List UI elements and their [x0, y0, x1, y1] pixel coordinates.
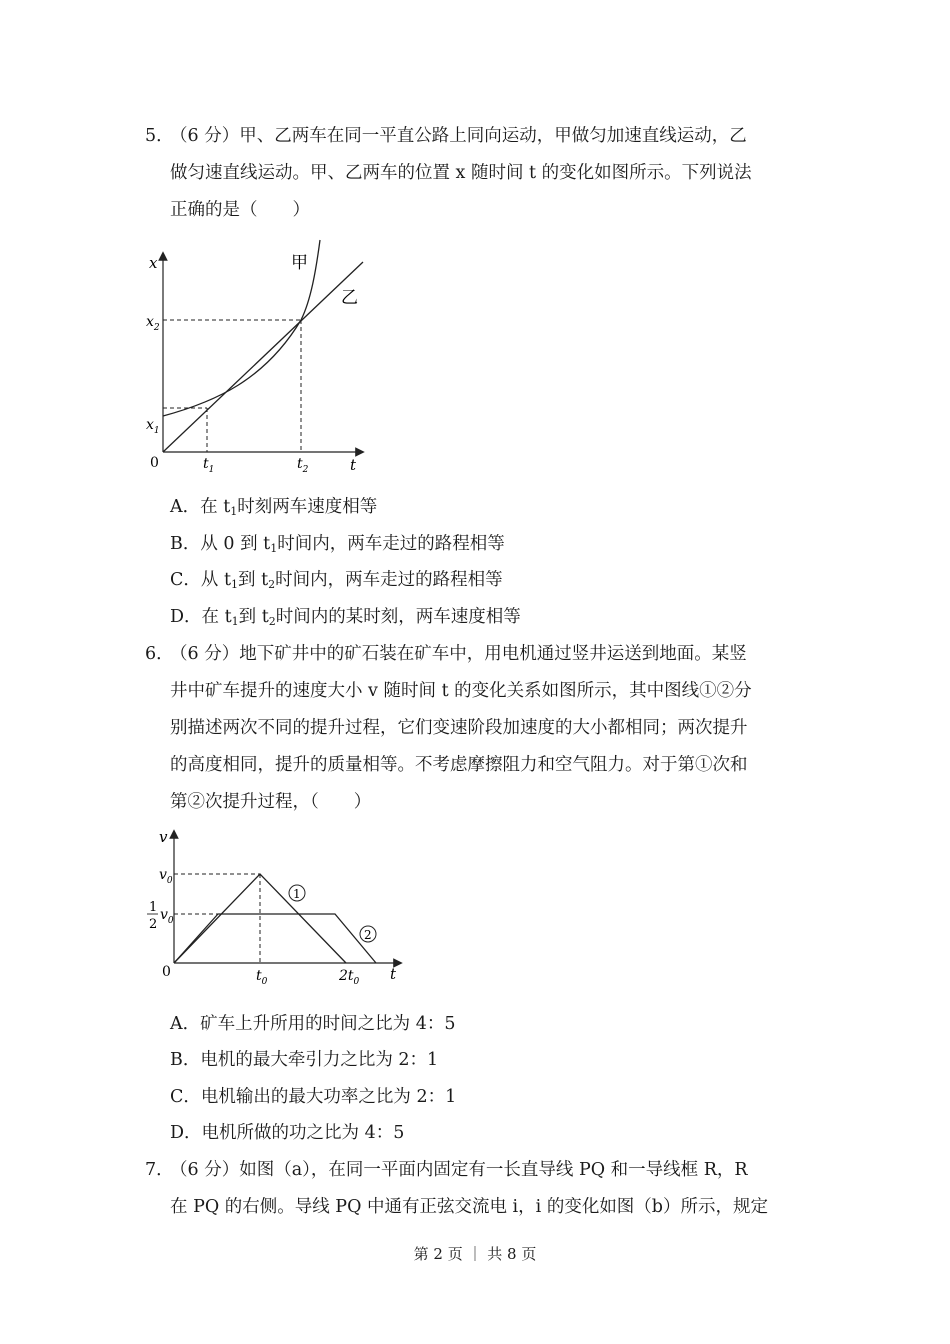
x-axis-label: t	[350, 456, 357, 474]
svg-text:t1: $t_1$	[203, 456, 215, 475]
question-5-line-1: （6 分）甲、乙两车在同一平直公路上同向运动，甲做匀加速直线运动，乙	[170, 126, 747, 146]
svg-text:v0: $v_0$	[160, 907, 174, 926]
question-5-number: 5．	[145, 126, 174, 146]
question-6-line-2: 井中矿车提升的速度大小 v 随时间 t 的变化关系如图所示，其中图线①②分	[170, 681, 752, 701]
question-5-line-3: 正确的是（ ）	[170, 200, 310, 220]
question-6-line-4: 的高度相同，提升的质量相等。不考虑摩擦阻力和空气阻力。对于第①次和	[170, 755, 748, 775]
curve-1-label: 1	[293, 887, 301, 901]
y-axis-label: x	[149, 254, 158, 272]
question-7-line-2: 在 PQ 的右侧。导线 PQ 中通有正弦交流电 i，i 的变化如图（b）所示，规定	[170, 1197, 769, 1217]
question-6-line-5: 第②次提升过程，（ ）	[170, 792, 372, 812]
v-axis-label: v	[159, 828, 168, 846]
origin-label: 0	[162, 964, 171, 980]
curve-2	[174, 914, 376, 963]
svg-text:t2: $t_2$	[297, 456, 309, 475]
line-yi	[163, 262, 363, 452]
question-5-option-a: A．在 $t_1$时刻两车速度相等	[170, 497, 378, 518]
question-5-option-d: D．在 $t_1$到 $t_2$时间内的某时刻，两车速度相等	[170, 607, 521, 628]
question-5-option-b: B．从 0 到 $t_1$时间内，两车走过的路程相等	[170, 534, 505, 555]
svg-text:t0: $t_0$	[256, 968, 268, 987]
question-6-number: 6．	[145, 644, 174, 664]
question-6-option-b: B．电机的最大牵引力之比为 2：1	[170, 1050, 439, 1070]
question-6-line-3: 别描述两次不同的提升过程，它们变速阶段加速度的大小都相同；两次提升	[170, 718, 748, 738]
question-6-option-c: C．电机输出的最大功率之比为 2：1	[170, 1087, 457, 1107]
svg-text:2: 2	[149, 917, 158, 932]
svg-text:v0: $v_0$	[159, 867, 173, 886]
svg-text:2t0: $2t_0$	[339, 968, 360, 987]
question-5-line-2: 做匀速直线运动。甲、乙两车的位置 x 随时间 t 的变化如图所示。下列说法	[170, 163, 752, 183]
line-label-yi: 乙	[341, 288, 358, 308]
page-footer: 第 2 页 ｜ 共 8 页	[413, 1245, 537, 1263]
question-7-number: 7．	[145, 1160, 174, 1180]
curve-2-label: 2	[364, 928, 372, 942]
curve-label-jia: 甲	[291, 253, 308, 273]
question-5-position-time-graph	[135, 230, 375, 480]
question-6-option-d: D．电机所做的功之比为 4：5	[170, 1123, 405, 1143]
question-5-option-c: C．从 $t_1$到 $t_2$时间内，两车走过的路程相等	[170, 570, 503, 591]
question-6-velocity-time-graph	[140, 822, 410, 987]
question-6-line-1: （6 分）地下矿井中的矿石装在矿车中，用电机通过竖井运送到地面。某竖	[170, 644, 747, 664]
t-axis-label: t	[390, 965, 397, 983]
origin-label: 0	[150, 455, 159, 471]
svg-text:x2: $x_2$	[146, 314, 160, 333]
svg-text:1: 1	[149, 900, 158, 915]
svg-text:x1: $x_1$	[146, 417, 160, 436]
question-7-line-1: （6 分）如图（a），在同一平面内固定有一长直导线 PQ 和一导线框 R，R	[170, 1160, 748, 1180]
question-6-option-a: A．矿车上升所用的时间之比为 4：5	[170, 1014, 456, 1034]
